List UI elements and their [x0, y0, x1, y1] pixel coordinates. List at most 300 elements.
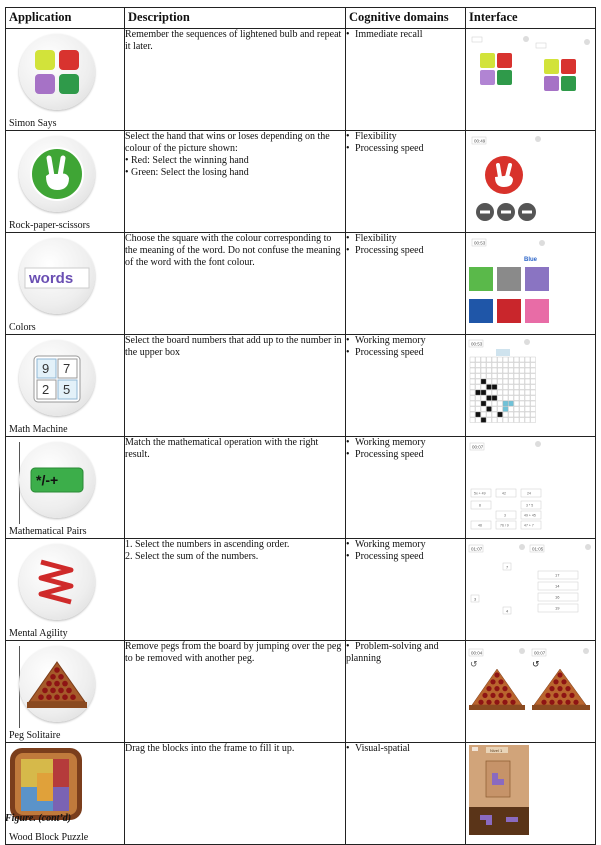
grid-cell [492, 385, 497, 390]
grid-cell [503, 407, 508, 412]
peg [553, 693, 558, 698]
grid-cell [525, 374, 530, 379]
grid-cell [476, 396, 481, 401]
grid-cell [531, 390, 536, 395]
grid-cell [503, 357, 508, 362]
grid-cell [520, 357, 525, 362]
grid-cell [520, 396, 525, 401]
peg [54, 694, 60, 700]
app-cell [6, 335, 125, 437]
grid-cell [525, 412, 530, 417]
bullet-item: • Green: Select the losing hand [125, 167, 345, 179]
grid-cell [481, 363, 486, 368]
grid-cell [509, 374, 514, 379]
header-application: Application [6, 8, 125, 29]
peg [553, 679, 558, 684]
colors-icon [19, 238, 95, 314]
agility-sum: 17 [555, 572, 560, 578]
grid-cell [520, 390, 525, 395]
description: Match the mathematical operation with the right result. [125, 437, 346, 539]
svg-text:↺: ↺ [470, 660, 478, 670]
domain-item: • Working memory [346, 539, 465, 551]
rock-paper-scissors-icon [19, 136, 95, 212]
grid-cell [514, 401, 519, 406]
grid-cell [487, 390, 492, 395]
grid-cell [514, 357, 519, 362]
app-name: Simon Says [9, 118, 57, 129]
grid-cell [481, 374, 486, 379]
grid-cell [525, 396, 530, 401]
games-table [5, 7, 596, 845]
peg [545, 693, 550, 698]
bullet-item: • Red: Select the winning hand [125, 155, 345, 167]
grid-cell [498, 385, 503, 390]
wood-block-puzzle-icon [9, 747, 83, 821]
agility-number: 7 [506, 564, 509, 570]
pair-op: 3 [504, 513, 506, 518]
colors-interface [466, 233, 596, 335]
grid-cell [531, 396, 536, 401]
grid-cell [487, 357, 492, 362]
grid-cell [492, 379, 497, 384]
colors-prompt: Blue [524, 257, 538, 263]
peg [46, 694, 52, 700]
grid-cell [481, 357, 486, 362]
grid-cell [520, 368, 525, 373]
domains [346, 131, 466, 233]
peg [561, 679, 566, 684]
grid-cell [503, 401, 508, 406]
grid-cell [492, 374, 497, 379]
description-text: Select the hand that wins or loses depending on the colour of the picture shown: [125, 131, 330, 154]
grid-cell [492, 390, 497, 395]
app-name: Mental Agility [9, 628, 68, 639]
grid-cell [492, 357, 497, 362]
grid-cell [492, 412, 497, 417]
grid-cell [509, 379, 514, 384]
grid-cell [470, 390, 475, 395]
grid-cell [476, 390, 481, 395]
grid-cell [481, 412, 486, 417]
agility-sum: 16 [555, 594, 560, 600]
grid-cell [509, 385, 514, 390]
grid-cell [498, 418, 503, 423]
grid-cell [487, 374, 492, 379]
grid-cell [520, 418, 525, 423]
grid-cell [492, 401, 497, 406]
grid-cell [476, 385, 481, 390]
pair-op: 49 + 45 [524, 513, 536, 518]
peg [506, 693, 511, 698]
description [125, 539, 346, 641]
grid-cell [470, 418, 475, 423]
grid-cell [470, 385, 475, 390]
peg-solitaire-icon [19, 646, 95, 722]
peg [486, 700, 491, 705]
pair-op: 42 [502, 491, 506, 496]
app-cell [6, 539, 125, 641]
peg [494, 686, 499, 691]
table-row [6, 335, 596, 437]
table-row [6, 131, 596, 233]
grid-cell [503, 418, 508, 423]
peg [494, 700, 499, 705]
rps-timer: 00:49 [474, 138, 486, 144]
domains [346, 437, 466, 539]
peg [502, 700, 507, 705]
math-machine-interface [466, 335, 596, 437]
peg [490, 693, 495, 698]
peg [482, 693, 487, 698]
math-number: 7 [63, 361, 71, 376]
peg [502, 686, 507, 691]
grid-cell [487, 368, 492, 373]
grid-cell [476, 418, 481, 423]
grid-cell [498, 374, 503, 379]
app-cell [6, 641, 125, 743]
domain-item: • Flexibility [346, 131, 465, 143]
peg [478, 700, 483, 705]
grid-cell [520, 363, 525, 368]
grid-cell [481, 396, 486, 401]
grid-cell [503, 368, 508, 373]
domain-item: • Problem-solving and planning [346, 641, 465, 665]
description: Remove pegs from the board by jumping over the peg to be removed with another peg. [125, 641, 346, 743]
grid-cell [481, 401, 486, 406]
app-name: Peg Solitaire [9, 730, 61, 741]
agility-number: 4 [506, 608, 509, 614]
grid-cell [481, 385, 486, 390]
mental-agility-icon [19, 544, 95, 620]
grid-cell [503, 390, 508, 395]
grid-cell [476, 412, 481, 417]
peg [573, 700, 578, 705]
table-row [6, 539, 596, 641]
domains [346, 335, 466, 437]
grid-cell [476, 379, 481, 384]
grid-cell [470, 363, 475, 368]
grid-cell [525, 401, 530, 406]
step-item: 2. Select the sum of the numbers. [125, 551, 259, 562]
grid-cell [520, 401, 525, 406]
grid-cell [503, 379, 508, 384]
domain-item: • Immediate recall [346, 29, 465, 41]
puzzle-title: Nivel 1 [490, 748, 503, 753]
grid-cell [498, 396, 503, 401]
grid-cell [470, 412, 475, 417]
description: Drag the blocks into the frame to fill it up. [125, 743, 346, 845]
peg [557, 700, 562, 705]
math-machine-icon [19, 340, 95, 416]
grid-cell [509, 396, 514, 401]
grid-cell [525, 357, 530, 362]
pair-op: 5x + 49 [474, 491, 486, 496]
grid-cell [531, 374, 536, 379]
grid-cell [531, 418, 536, 423]
header-interface: Interface [466, 8, 596, 29]
grid-cell [514, 363, 519, 368]
mathematical-pairs-icon [19, 442, 95, 518]
peg [46, 681, 52, 687]
agility-timer: 01:05 [532, 546, 544, 552]
grid-cell [498, 390, 503, 395]
grid-cell [470, 379, 475, 384]
grid-cell [476, 368, 481, 373]
app-name: Math Machine [9, 424, 68, 435]
pair-op: 3 * 5 [526, 503, 534, 508]
grid-cell [514, 379, 519, 384]
header-description: Description [125, 8, 346, 29]
peg [565, 700, 570, 705]
math-number: 9 [42, 361, 50, 376]
peg [62, 694, 68, 700]
math-timer: 00:53 [471, 341, 483, 347]
grid-cell [531, 363, 536, 368]
simon-says-interface [466, 29, 596, 131]
math-number: 2 [42, 382, 50, 397]
domains [346, 743, 466, 845]
grid-cell [520, 412, 525, 417]
description [125, 131, 346, 233]
peg [58, 688, 64, 694]
grid-cell [503, 412, 508, 417]
grid-cell [509, 412, 514, 417]
grid-cell [498, 401, 503, 406]
wood-block-puzzle-interface [466, 743, 596, 845]
grid-cell [525, 363, 530, 368]
app-cell [6, 437, 125, 539]
grid-cell [531, 412, 536, 417]
grid-cell [531, 407, 536, 412]
peg-solitaire-interface [466, 641, 596, 743]
agility-number: 3 [474, 596, 477, 602]
grid-cell [481, 407, 486, 412]
grid-cell [520, 374, 525, 379]
pair-op: 8 [479, 503, 481, 508]
grid-cell [487, 379, 492, 384]
grid-cell [492, 407, 497, 412]
grid-cell [503, 385, 508, 390]
grid-cell [487, 396, 492, 401]
grid-cell [514, 396, 519, 401]
grid-cell [525, 390, 530, 395]
grid-cell [476, 363, 481, 368]
grid-cell [531, 368, 536, 373]
domain-item: • Processing speed [346, 245, 465, 257]
domains [346, 641, 466, 743]
grid-cell [470, 401, 475, 406]
domain-item: • Working memory [346, 437, 465, 449]
peg [54, 667, 60, 673]
domain-item: • Processing speed [346, 551, 465, 563]
grid-cell [487, 407, 492, 412]
grid-cell [525, 407, 530, 412]
peg [50, 688, 56, 694]
peg [70, 694, 76, 700]
grid-cell [520, 385, 525, 390]
grid-cell [514, 412, 519, 417]
grid-cell [487, 363, 492, 368]
grid-cell [509, 407, 514, 412]
grid-cell [498, 407, 503, 412]
grid-cell [470, 357, 475, 362]
grid-cell [525, 368, 530, 373]
grid-cell [509, 401, 514, 406]
grid-cell [514, 374, 519, 379]
peg [490, 679, 495, 684]
domains [346, 539, 466, 641]
domain-item: • Processing speed [346, 347, 465, 359]
peg [549, 686, 554, 691]
peg [58, 674, 64, 680]
grid-cell [492, 363, 497, 368]
peg [498, 693, 503, 698]
grid-cell [498, 363, 503, 368]
peg-timer: 00:07 [534, 650, 546, 656]
grid-cell [509, 418, 514, 423]
agility-sum: 19 [555, 605, 560, 611]
grid-cell [476, 357, 481, 362]
pair-op: 47 + 7 [524, 523, 534, 528]
peg [42, 688, 48, 694]
domains [346, 29, 466, 131]
grid-cell [520, 407, 525, 412]
peg [66, 688, 72, 694]
grid-cell [509, 368, 514, 373]
grid-cell [470, 407, 475, 412]
grid-cell [492, 418, 497, 423]
grid-cell [498, 412, 503, 417]
pair-op: 76 / 9 [500, 523, 509, 528]
peg [557, 672, 562, 677]
grid-cell [487, 385, 492, 390]
grid-cell [503, 363, 508, 368]
grid-cell [498, 368, 503, 373]
pairs-timer: 00:07 [472, 444, 484, 450]
grid-cell [525, 385, 530, 390]
grid-cell [531, 357, 536, 362]
mathematical-pairs-interface [466, 437, 596, 539]
grid-cell [492, 368, 497, 373]
header-domains: Cognitive domains [346, 8, 466, 29]
table-row [6, 641, 596, 743]
app-name: Colors [9, 322, 36, 333]
peg [62, 681, 68, 687]
domain-item: • Working memory [346, 335, 465, 347]
table-row [6, 233, 596, 335]
domain-item: • Flexibility [346, 233, 465, 245]
grid-cell [470, 368, 475, 373]
peg [569, 693, 574, 698]
grid-cell [531, 385, 536, 390]
app-name: Mathematical Pairs [9, 526, 87, 537]
app-name: Rock-paper-scissors [9, 220, 90, 231]
grid-cell [481, 379, 486, 384]
app-cell [6, 233, 125, 335]
pair-op: 24 [527, 491, 531, 496]
description: Select the board numbers that add up to the number in the upper box [125, 335, 346, 437]
simon-says-icon [19, 34, 95, 110]
peg [541, 700, 546, 705]
peg [565, 686, 570, 691]
grid-cell [498, 357, 503, 362]
domain-item: • Processing speed [346, 143, 465, 155]
peg [486, 686, 491, 691]
peg [498, 679, 503, 684]
peg-timer: 00:04 [471, 650, 483, 656]
app-cell [6, 131, 125, 233]
math-number: 5 [63, 382, 71, 397]
grid-cell [531, 379, 536, 384]
grid-cell [525, 379, 530, 384]
grid-cell [520, 379, 525, 384]
peg [561, 693, 566, 698]
svg-text:↺: ↺ [532, 660, 540, 670]
grid-cell [476, 374, 481, 379]
grid-cell [509, 390, 514, 395]
grid-cell [498, 379, 503, 384]
grid-cell [470, 396, 475, 401]
grid-cell [509, 363, 514, 368]
grid-cell [514, 418, 519, 423]
grid-cell [481, 368, 486, 373]
pair-op: 48 [478, 523, 482, 528]
figure-caption: Figure. (cont’d) [5, 813, 72, 824]
grid-cell [481, 418, 486, 423]
peg [494, 672, 499, 677]
colors-timer: 00:53 [474, 240, 486, 246]
grid-cell [514, 407, 519, 412]
table-row [6, 743, 596, 845]
description: Remember the sequences of lightened bulb and repeat it later. [125, 29, 346, 131]
grid-cell [503, 396, 508, 401]
pairs-symbols: */-+ [36, 472, 59, 488]
domains [346, 233, 466, 335]
peg [549, 700, 554, 705]
app-cell [6, 743, 125, 845]
mental-agility-interface [466, 539, 596, 641]
peg [557, 686, 562, 691]
app-name: Wood Block Puzzle [9, 832, 89, 843]
grid-cell [492, 396, 497, 401]
grid-cell [525, 418, 530, 423]
grid-cell [503, 374, 508, 379]
grid-cell [470, 374, 475, 379]
grid-cell [476, 407, 481, 412]
agility-sum: 14 [555, 583, 560, 589]
grid-cell [514, 385, 519, 390]
header-row [6, 8, 596, 29]
grid-cell [487, 412, 492, 417]
peg [54, 681, 60, 687]
peg [50, 674, 56, 680]
table-row [6, 437, 596, 539]
rps-interface [466, 131, 596, 233]
grid-cell [476, 401, 481, 406]
grid-cell [514, 368, 519, 373]
description: Choose the square with the colour corresponding to the meaning of the word. Do not confuse the meaning of the word with the font colour. [125, 233, 346, 335]
step-item: 1. Select the numbers in ascending order. [125, 539, 290, 550]
colors-icon-word: words [29, 270, 74, 287]
domain-item: • Visual-spatial [346, 743, 465, 755]
app-cell [6, 29, 125, 131]
grid-cell [481, 390, 486, 395]
domain-item: • Processing speed [346, 449, 465, 461]
table-row [6, 29, 596, 131]
grid-cell [487, 418, 492, 423]
agility-timer: 01:07 [471, 546, 483, 552]
grid-cell [514, 390, 519, 395]
